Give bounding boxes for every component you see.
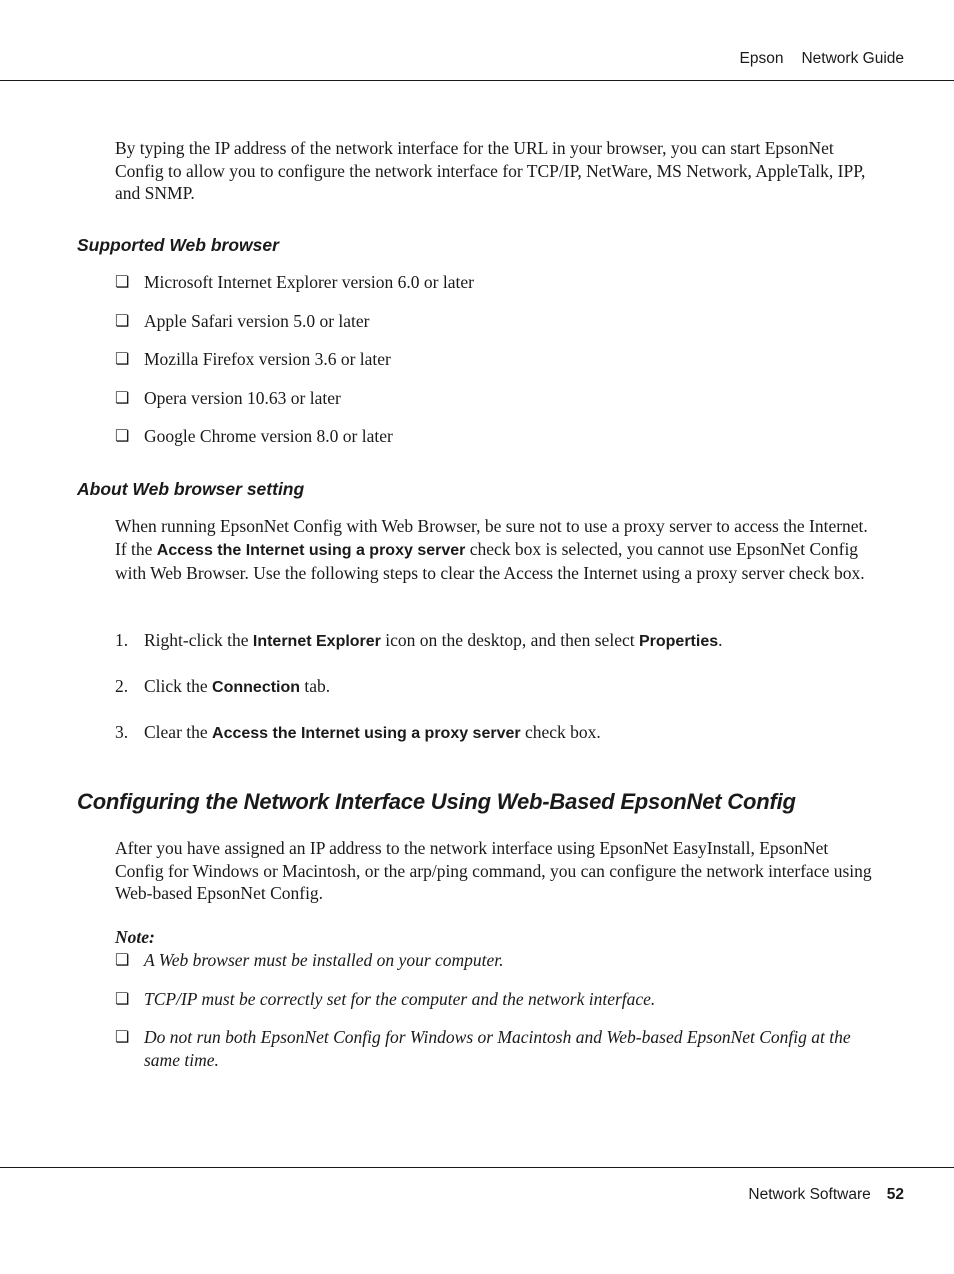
list-item: ❏ Opera version 10.63 or later: [115, 388, 341, 408]
footer-section: Network Software: [748, 1186, 871, 1203]
checkbox-bullet-icon: ❏: [115, 272, 130, 291]
note-item: ❏ TCP/IP must be correctly set for the computer and the network interface.: [115, 989, 656, 1009]
footer-rule: [0, 1167, 954, 1168]
section-heading: Configuring the Network Interface Using Web-Based EpsonNet Config: [77, 789, 796, 814]
checkbox-bullet-icon: ❏: [115, 950, 130, 969]
browser-setting-heading: About Web browser setting: [77, 479, 305, 499]
note-item: ❏ Do not run both EpsonNet Config for Windows or Macintosh and Web-based EpsonNet Config at the same time.: [115, 1027, 851, 1070]
checkbox-bullet-icon: ❏: [115, 1027, 130, 1046]
config-paragraph: After you have assigned an IP address to the network interface using EpsonNet EasyInstall, EpsonNet Config for Windows or Macintosh, or the arp/ping command, you can configure the network interface using Web-based EpsonNet Config.: [115, 838, 872, 903]
header-rule: [0, 80, 954, 81]
page-header: [740, 50, 904, 68]
browser-setting-paragraph: When running EpsonNet Config with Web Browser, be sure not to use a proxy server to access the Internet. If the Access the Internet using a proxy server check box is selected, you cannot use EpsonNet Config with Web Browser. Use the following steps to clear the Access the Internet using a proxy server check box.: [115, 516, 868, 583]
page-number: 52: [886, 1186, 904, 1203]
list-item: ❏ Google Chrome version 8.0 or later: [115, 426, 393, 446]
supported-browsers-heading: Supported Web browser: [77, 235, 279, 255]
checkbox-bullet-icon: ❏: [115, 426, 130, 445]
list-item: ❏ Mozilla Firefox version 3.6 or later: [115, 349, 391, 369]
intro-paragraph: By typing the IP address of the network interface for the URL in your browser, you can start EpsonNet Config to allow you to configure the network interface for TCP/IP, NetWare, MS Network, AppleTalk, IPP, and SNMP.: [115, 138, 866, 203]
note-label: Note:: [115, 927, 155, 947]
list-item: ❏ Microsoft Internet Explorer version 6.0 or later: [115, 272, 474, 292]
page-footer: [748, 1186, 904, 1204]
checkbox-bullet-icon: ❏: [115, 989, 130, 1008]
checkbox-bullet-icon: ❏: [115, 311, 130, 330]
step-item: 3. Clear the Access the Internet using a proxy server check box.: [115, 722, 601, 742]
list-item: ❏ Apple Safari version 5.0 or later: [115, 311, 370, 331]
step-item: 1. Right-click the Internet Explorer icon on the desktop, and then select Properties.: [115, 630, 723, 650]
header-brand: Epson: [739, 50, 784, 67]
step-item: 2. Click the Connection tab.: [115, 676, 331, 696]
checkbox-bullet-icon: ❏: [115, 388, 130, 407]
checkbox-bullet-icon: ❏: [115, 349, 130, 368]
note-item: ❏ A Web browser must be installed on your computer.: [115, 950, 504, 970]
header-doc-title: Network Guide: [801, 50, 904, 67]
